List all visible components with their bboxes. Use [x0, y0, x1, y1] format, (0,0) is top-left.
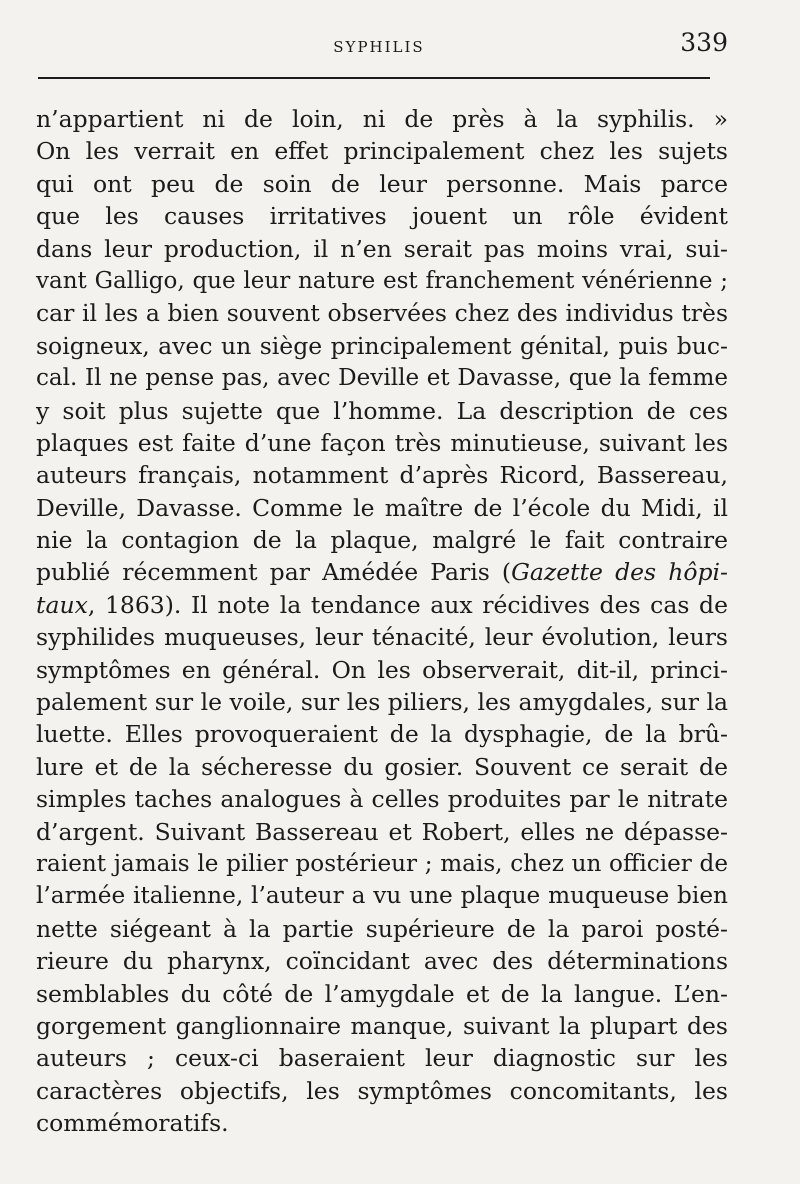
text-line: n’appartient ni de loin, ni de près à la syphilis. »	[36, 105, 728, 133]
text-line: auteurs ; ceux-ci baseraient leur diagnostic sur les	[36, 1044, 728, 1073]
text-line: gorgement ganglionnaire manque, suivant la plupart des	[36, 1011, 728, 1040]
text-line: semblables du côté de l’amygdale et de la langue. L’en-	[36, 979, 728, 1008]
running-title: SYPHILIS	[333, 38, 425, 56]
text-line: auteurs français, notamment d’après Ricord, Bassereau,	[36, 461, 728, 490]
text-line: symptômes en général. On les observerait, dit-il, princi-	[36, 655, 728, 684]
page-number: 339	[680, 28, 728, 57]
text-line: qui ont peu de soin de leur personne. Mais parce	[36, 169, 728, 198]
text-line: nie la contagion de la plaque, malgré le fait contraire	[36, 526, 728, 555]
text-line: plaques est faite d’une façon très minutieuse, suivant les	[36, 428, 728, 457]
text-line: nette siégeant à la partie supérieure de la paroi posté-	[36, 914, 728, 943]
text-line: caractères objectifs, les symptômes concomitants, les	[36, 1076, 728, 1105]
text-line: syphilides muqueuses, leur ténacité, leur évolution, leurs	[36, 623, 728, 652]
text-line: On les verrait en effet principalement chez les sujets	[36, 137, 728, 166]
page-header	[38, 28, 728, 68]
journal-title-part-2: taux	[36, 590, 88, 619]
text-line: cal. Il ne pense pas, avec Deville et Davasse, que la femme	[36, 365, 728, 392]
text-line: d’argent. Suivant Bassereau et Robert, elles ne dépasse-	[36, 817, 728, 846]
text-line-with-citation	[36, 589, 728, 621]
text-line: soigneux, avec un siège principalement génital, puis buc-	[36, 331, 728, 360]
header-rule	[38, 77, 710, 79]
text-line-final: commémoratifs.	[36, 1109, 229, 1138]
text-line: car il les a bien souvent observées chez des individus très	[36, 299, 728, 328]
text-line-with-citation	[36, 556, 728, 588]
text-line: raient jamais le pilier postérieur ; mais, chez un officier de	[36, 850, 728, 877]
text-line: l’armée italienne, l’auteur a vu une plaque muqueuse bien	[36, 882, 728, 910]
journal-title-part-1: Gazette des hôpi-	[511, 558, 728, 587]
text-line: vant Galligo, que leur nature est franchement vénérienne ;	[36, 267, 728, 294]
text-line: lure et de la sécheresse du gosier. Souvent ce serait de	[36, 752, 728, 781]
text-line: dans leur production, il n’en serait pas moins vrai, sui-	[36, 234, 728, 263]
text-line: Deville, Davasse. Comme le maître de l’école du Midi, il	[36, 493, 728, 522]
body-text	[36, 103, 728, 1140]
text-line: rieure du pharynx, coïncidant avec des déterminations	[36, 947, 728, 976]
text-line: y soit plus sujette que l’homme. La description de ces	[36, 396, 728, 425]
citation-lead-in: publié récemment par Amédée Paris (	[36, 558, 512, 587]
text-line: palement sur le voile, sur les piliers, les amygdales, sur la	[36, 688, 728, 717]
text-line: que les causes irritatives jouent un rôle évident	[36, 202, 728, 231]
text-line: simples taches analogues à celles produites par le nitrate	[36, 785, 728, 814]
text-line: luette. Elles provoqueraient de la dysphagie, de la brû-	[36, 720, 728, 749]
citation-tail: , 1863). Il note la tendance aux récidives des cas de	[87, 590, 728, 619]
